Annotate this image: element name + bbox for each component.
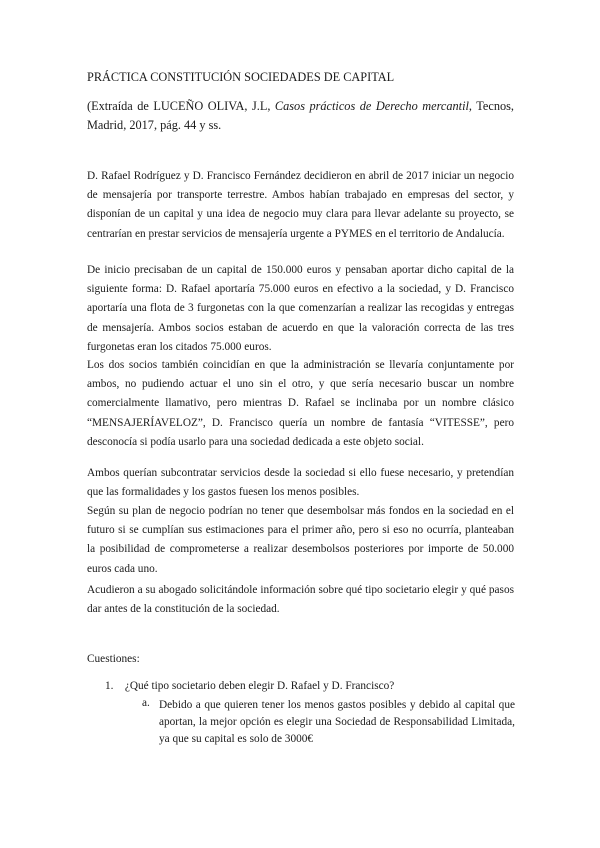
paragraph: Según su plan de negocio podrían no tener que desembolsar más fondos en la sociedad en el futuro si se cumplían sus estimaciones para el primer año, pero si eso no ocurría, planteaban la posibilidad de comprometerse a realizar desembolsos posteriores por importe de 50.000 euros cada uno.: [87, 505, 514, 575]
document-title: PRÁCTICA CONSTITUCIÓN SOCIEDADES DE CAPITAL: [87, 70, 395, 84]
question-item: [105, 680, 394, 692]
answer-text: Debido a que quieren tener los menos gastos posibles y debido al capital que aportan, la mejor opción es elegir una Sociedad de Responsabilidad Limitada, ya que su capital es solo de 3000€: [159, 699, 515, 745]
citation-prefix: (Extraída de LUCEÑO OLIVA, J.L,: [87, 99, 275, 113]
citation-book-title: Casos prácticos de Derecho mercantil: [274, 99, 469, 113]
paragraph: D. Rafael Rodríguez y D. Francisco Fernández decidieron en abril de 2017 iniciar un negocio de mensajería por transporte terrestre. Ambos habían trabajado en empresas del sector, y disponían de un capital y una idea de negocio muy clara para llevar adelante su proyecto, se centrarían en prestar servicios de mensajería urgente a PYMES en el territorio de Andalucía.: [87, 170, 514, 240]
citation: [87, 97, 514, 135]
paragraph: Acudieron a su abogado solicitándole información sobre qué tipo societario elegir y qué pasos dar antes de la constitución de la sociedad.: [87, 584, 514, 616]
question-number: 1.: [105, 680, 114, 692]
questions-heading: Cuestiones:: [87, 653, 140, 665]
paragraph: Los dos socios también coincidían en que la administración se llevaría conjuntamente por ambos, no pudiendo actuar el uno sin el otro, y que sería necesario buscar un nombre comercialmente llamativo, pero mientras D. Rafael se inclinaba por un nombre clásico “MENSAJERÍAVELOZ”, D. Francisco quería un nombre de fantasía “VITESSE”, pero desconocía si podía usarlo para una sociedad dedicada a este objeto social.: [87, 359, 514, 448]
paragraph: Ambos querían subcontratar servicios desde la sociedad si ello fuese necesario, y pretendían que las formalidades y los gastos fuesen los menos posibles.: [87, 467, 514, 499]
question-text: ¿Qué tipo societario deben elegir D. Rafael y D. Francisco?: [124, 680, 395, 692]
paragraph: De inicio precisaban de un capital de 150.000 euros y pensaban aportar dicho capital de la siguiente forma: D. Rafael aportaría 75.000 euros en efectivo a la sociedad, y D. Francisco aportaría una flota de 3 furgonetas con la que comenzarían a realizar las recogidas y entregas de mensajería. Ambos socios estaban de acuerdo en que la valoración correcta de las tres furgonetas eran los citados 75.000 euros.: [87, 264, 514, 353]
citation-suffix: , Tecnos, Madrid, 2017, pág. 44 y ss.: [87, 99, 514, 132]
answer-letter: a.: [142, 697, 150, 709]
